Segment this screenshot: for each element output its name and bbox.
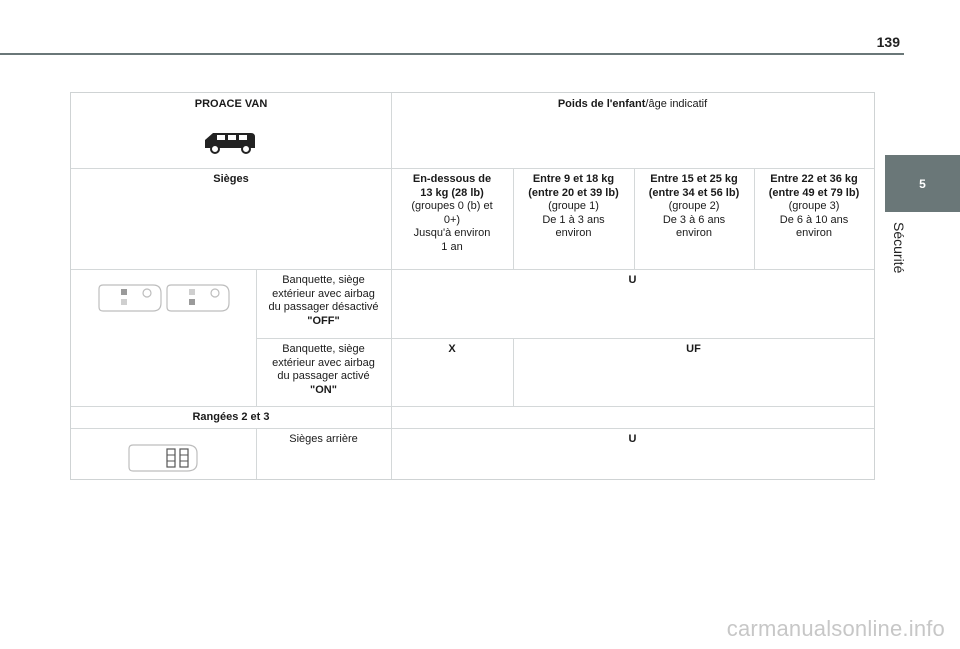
vehicle-name: PROACE VAN xyxy=(194,98,268,110)
front-seat-row-on-label xyxy=(256,338,391,397)
weight-header-rest: /âge indicatif xyxy=(645,98,708,110)
group-3 xyxy=(754,168,874,241)
front-seat-layout-icon xyxy=(97,276,237,315)
front-seat-row-on-value-2: UF xyxy=(686,343,701,355)
group-weight: Entre 22 et 36 kg (entre 49 et 79 lb) xyxy=(768,173,860,199)
chapter-title: Sécurité xyxy=(891,222,907,274)
group-2 xyxy=(634,168,754,241)
group-age: (groupe 3) De 6 à 10 ans environ xyxy=(779,200,849,239)
page-number: 139 xyxy=(876,34,900,50)
chapter-label xyxy=(885,212,913,292)
group-0 xyxy=(391,168,513,254)
weight-header xyxy=(391,93,874,112)
row-label: Banquette, siège extérieur avec airbag du passager désactivé xyxy=(268,274,379,313)
rear-section-label: Rangées 2 et 3 xyxy=(192,411,270,423)
group-age: (groupes 0 (b) et 0+) Jusqu'à environ 1 an xyxy=(411,200,493,253)
group-weight: En-dessous de 13 kg (28 lb) xyxy=(412,173,492,199)
rear-seats-value: U xyxy=(628,433,637,445)
front-seat-row-on-value-1: X xyxy=(448,343,456,355)
rear-seats-label: Sièges arrière xyxy=(289,433,358,445)
header-rule xyxy=(0,53,904,55)
chapter-number: 5 xyxy=(919,176,926,191)
group-weight: Entre 9 et 18 kg (entre 20 et 39 lb) xyxy=(528,173,619,199)
airbag-state: "ON" xyxy=(310,383,337,396)
group-age: (groupe 2) De 3 à 6 ans environ xyxy=(662,200,726,239)
front-seat-row-off-label xyxy=(256,269,391,328)
weight-header-bold: Poids de l'enfant xyxy=(557,98,646,110)
group-weight: Entre 15 et 25 kg (entre 34 et 56 lb) xyxy=(648,173,740,199)
chapter-tab[interactable] xyxy=(885,155,960,212)
van-icon xyxy=(201,123,261,156)
group-1 xyxy=(513,168,634,241)
child-seat-table xyxy=(70,92,875,480)
group-age: (groupe 1) De 1 à 3 ans environ xyxy=(542,200,605,239)
watermark: carmanualsonline.info xyxy=(726,616,945,641)
front-seat-row-off-value: U xyxy=(628,274,637,286)
rear-seats-layout-icon xyxy=(127,436,203,475)
airbag-state: "OFF" xyxy=(307,314,340,327)
seats-label: Sièges xyxy=(213,173,249,185)
row-label: Banquette, siège extérieur avec airbag du passager activé xyxy=(272,343,375,382)
